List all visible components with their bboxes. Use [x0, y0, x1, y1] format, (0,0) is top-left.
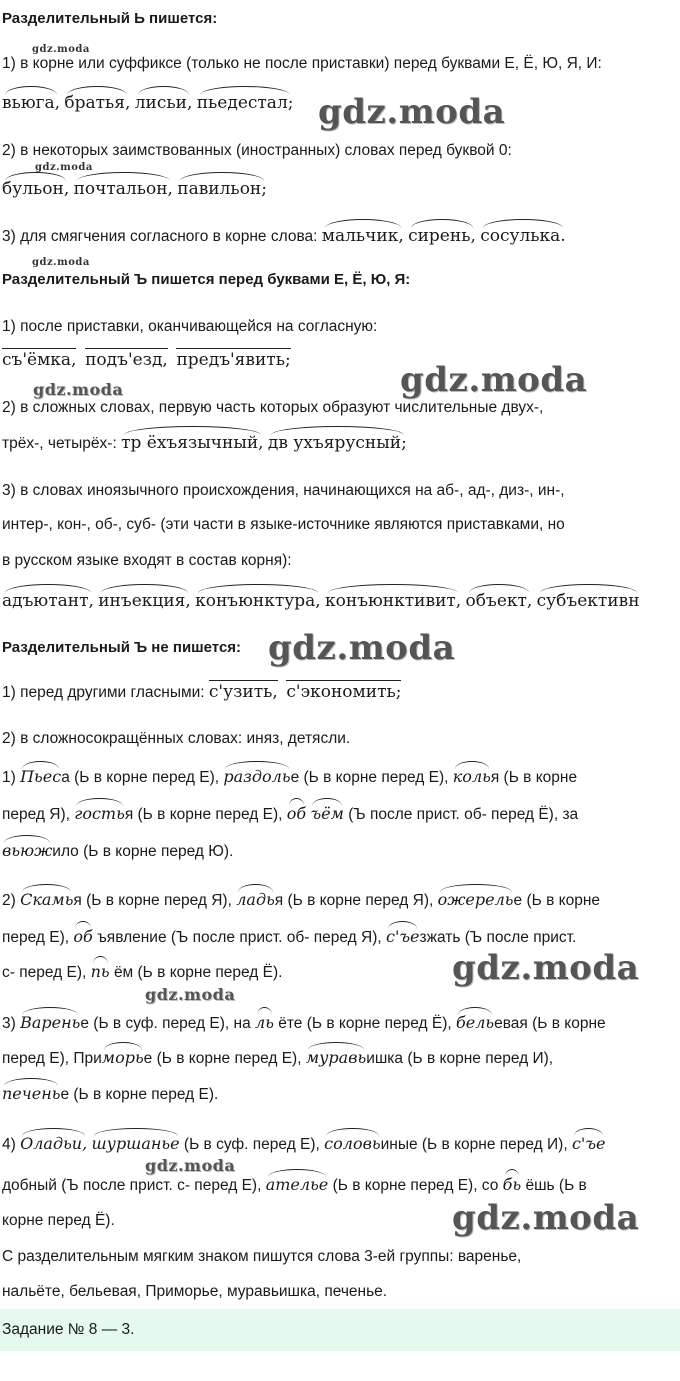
word: конъюнктивит,	[325, 587, 461, 611]
note: ишка (Ь в корне перед И),	[366, 1050, 554, 1067]
word: с'ъе	[386, 924, 420, 946]
word: морь	[102, 1045, 144, 1067]
word: бель	[456, 1010, 494, 1032]
word: лисьи,	[135, 89, 193, 113]
note: е (Ь в корне перед Е).	[60, 1086, 219, 1103]
note: е (Ь в суф. перед Е), на	[80, 1015, 251, 1032]
note: ёшь (Ь в	[525, 1177, 587, 1194]
watermark: gdz.moda	[400, 360, 588, 400]
note: зжать (Ъ после прист.	[419, 929, 577, 946]
rule-text	[2, 681, 680, 704]
rule-text: 1) после приставки, оканчивающейся на согласную:	[2, 318, 378, 335]
rule-text-part: трёх-, четырёх-:	[2, 435, 117, 452]
word: коль	[453, 764, 491, 786]
word: Скамь	[20, 887, 73, 909]
watermark: gdz.moda	[268, 628, 456, 668]
word: бульон,	[2, 175, 69, 199]
note: с- перед Е),	[2, 964, 87, 981]
word: тр ёхъязычный,	[121, 429, 264, 453]
word: Оладьи,	[20, 1131, 87, 1153]
answer-bar: Задание № 8 — 3.	[0, 1309, 680, 1351]
word: ъём	[310, 801, 343, 823]
group-2-line: 2) Скамья (Ь в корне перед Я), ладья (Ь в корне перед Я), ожерелье (Ь в корне	[2, 889, 680, 912]
note: ёте (Ь в корне перед Ё),	[278, 1015, 452, 1032]
word: шуршанье	[92, 1131, 180, 1153]
word: печень	[2, 1081, 60, 1103]
group-2-line	[2, 926, 680, 949]
word: гость	[74, 801, 125, 823]
rule-text: 2) в некоторых заимствованных (иностранных) словах перед буквой 0:	[2, 142, 512, 159]
word: дв ухъярусный;	[268, 429, 407, 453]
word: павильон;	[177, 175, 267, 199]
word: бь	[503, 1172, 521, 1194]
section-heading: Разделительный Ъ не пишется:	[2, 639, 242, 656]
note: евая (Ь в корне	[494, 1015, 606, 1032]
word: пьедестал;	[197, 89, 294, 113]
word: сирень,	[408, 222, 476, 246]
word: конъюнктура,	[195, 587, 321, 611]
word: предъ'явить;	[176, 350, 291, 370]
rule-text-part: 3) для смягчения согласного в корне слова:	[2, 228, 318, 245]
rule-text-part: 1) перед другими гласными:	[2, 684, 205, 701]
watermark: gdz.moda	[318, 92, 506, 132]
example-words	[2, 590, 680, 613]
word: муравь	[306, 1045, 366, 1067]
rule-text	[2, 225, 680, 248]
watermark: gdz.moda	[33, 380, 124, 399]
watermark: gdz.moda	[145, 985, 236, 1004]
note: ъявление (Ъ после прист. об- перед Я),	[97, 929, 382, 946]
note: ило (Ь в корне перед Ю).	[52, 843, 234, 860]
note: я (Ь в корне перед Я),	[73, 892, 232, 909]
section-heading: Разделительный Ь пишется:	[2, 10, 218, 27]
word: соловь	[324, 1131, 380, 1153]
note: добный (Ъ после прист. с- перед Е),	[2, 1177, 262, 1194]
rule-text: в русском языке входят в состав корня):	[2, 552, 292, 569]
note: я (Ь в корне перед Я),	[274, 892, 434, 909]
group-4-line: 4) Оладьи, шуршанье (Ь в суф. перед Е), соловьиные (Ь в корне перед И), с'ъе	[2, 1133, 680, 1156]
rule-text: 2) в сложных словах, первую часть которых образуют числительные двух-,	[2, 399, 544, 416]
word: раздоль	[223, 764, 290, 786]
rule-text	[2, 432, 680, 455]
watermark: gdz.moda	[32, 257, 90, 268]
example-words	[2, 178, 680, 201]
word: ль	[255, 1010, 274, 1032]
note: я (Ь в корне	[490, 769, 578, 786]
group-4-line	[2, 1174, 680, 1197]
note: е (Ь в корне перед Е),	[290, 769, 449, 786]
watermark: gdz.moda	[452, 1198, 640, 1238]
word: ателье	[266, 1172, 329, 1194]
note: а (Ь в корне перед Е),	[61, 769, 220, 786]
word: мальчик,	[322, 222, 404, 246]
watermark: gdz.moda	[35, 162, 93, 173]
rule-text: 2) в сложносокращённых словах: иняз, детясли.	[2, 730, 351, 747]
word: почтальон,	[74, 175, 173, 199]
group-3-line	[2, 1047, 680, 1070]
group-3-line	[2, 1083, 680, 1106]
note: иные (Ь в корне перед И),	[380, 1136, 568, 1153]
note: е (Ь в корне перед Е),	[143, 1050, 302, 1067]
conclusion-line: С разделительным мягким знаком пишутся слова 3-ей группы: варенье,	[2, 1248, 522, 1265]
word: вьюж	[2, 838, 52, 860]
note: перед Е), При	[2, 1050, 102, 1067]
word: ожерель	[438, 887, 514, 909]
group-3-line: 3) Варенье (Ь в суф. перед Е), на ль ёте (Ь в корне перед Ё), бельевая (Ь в корне	[2, 1012, 680, 1035]
rule-text: 3) в словах иноязычного происхождения, начинающихся на аб-, ад-, диз-, ин-,	[2, 482, 565, 499]
word: с'ъе	[572, 1131, 606, 1153]
group-1-line	[2, 803, 680, 826]
conclusion-line: нальёте, бельевая, Приморье, муравьишка, печенье.	[2, 1283, 388, 1300]
note: (Ъ после прист. об- перед Ё), за	[348, 806, 579, 823]
word: объект,	[466, 587, 533, 611]
word: субъективн	[537, 587, 640, 611]
word: с'узить,	[208, 682, 278, 702]
word: об	[287, 801, 306, 823]
note: (Ь в суф. перед Е),	[183, 1136, 320, 1153]
section-heading: Разделительный Ъ пишется перед буквами Е, Ё, Ю, Я:	[2, 271, 411, 288]
word: Варень	[20, 1010, 80, 1032]
word: адъютант,	[2, 587, 94, 611]
word: подъ'езд,	[85, 350, 168, 370]
note: корне перед Ё).	[2, 1212, 115, 1229]
watermark: gdz.moda	[452, 948, 640, 988]
word: пь	[91, 959, 110, 981]
note: ём (Ь в корне перед Ё).	[113, 964, 283, 981]
word: братья,	[64, 89, 130, 113]
watermark: gdz.moda	[32, 44, 90, 55]
word: съ'ёмка,	[2, 350, 77, 370]
word: Пьес	[20, 764, 61, 786]
word: сосулька.	[480, 222, 566, 246]
word: об	[73, 924, 92, 946]
word: ладь	[236, 887, 275, 909]
note: перед Я),	[2, 806, 70, 823]
word: с'экономить;	[286, 682, 402, 702]
note: е (Ь в корне	[513, 892, 600, 909]
word: инъекция,	[98, 587, 191, 611]
group-1-line	[2, 840, 680, 863]
word: вьюга,	[2, 89, 60, 113]
rule-text: интер-, кон-, об-, суб- (эти части в языке-источнике являются приставками, но	[2, 516, 565, 533]
group-1-line: 1) Пьеса (Ь в корне перед Е), раздолье (Ь в корне перед Е), колья (Ь в корне	[2, 766, 680, 789]
watermark: gdz.moda	[145, 1156, 236, 1175]
note: (Ь в корне перед Е), со	[332, 1177, 499, 1194]
note: перед Е),	[2, 929, 70, 946]
note: я (Ь в корне перед Е),	[124, 806, 283, 823]
rule-text: 1) в корне или суффиксе (только не после приставки) перед буквами Е, Ё, Ю, Я, И:	[2, 55, 602, 72]
